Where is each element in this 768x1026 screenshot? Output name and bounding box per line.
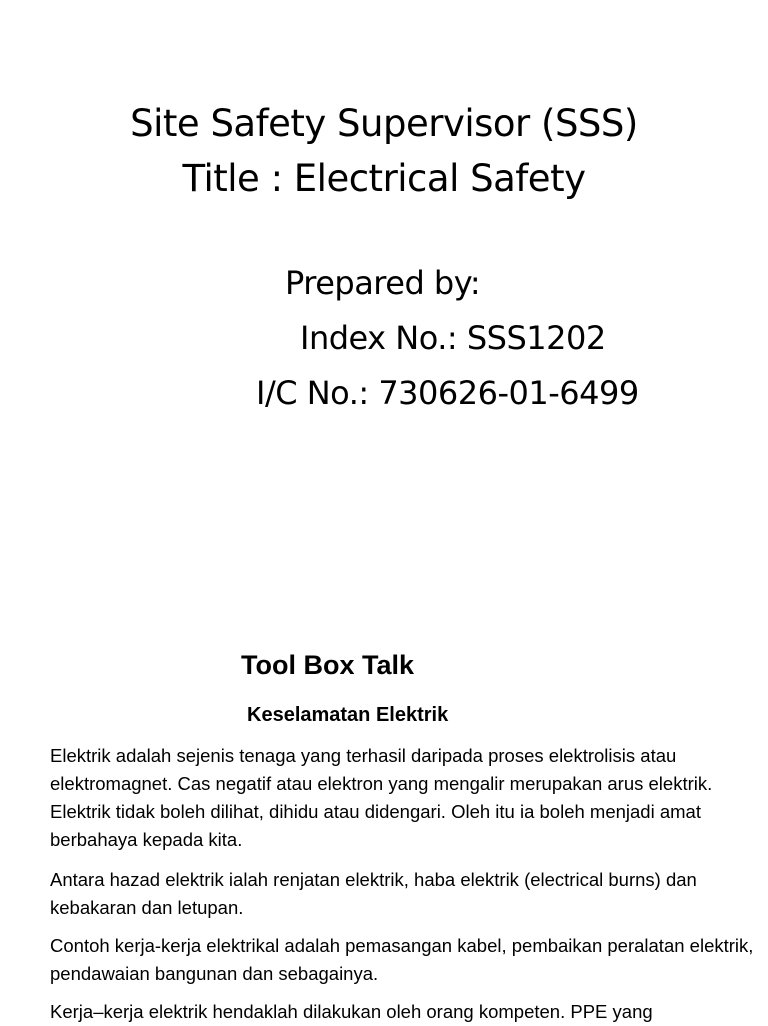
body-paragraph: Contoh kerja-kerja elektrikal adalah pemasangan kabel, pembaikan peralatan elektrik, pendawaian bangunan dan sebagainya. — [50, 935, 754, 984]
ic-number: I/C No.: 730626-01-6499 — [256, 374, 639, 412]
body-paragraph: Elektrik adalah sejenis tenaga yang terhasil daripada proses elektrolisis atau elektromagnet. Cas negatif atau elektron yang mengalir merupakan arus elektrik. Elektrik tidak boleh dilihat, dihidu atau didengari. Oleh itu ia boleh menjadi amat berbahaya kepada kita. — [50, 745, 713, 850]
cover-subtitle: Title : Electrical Safety — [182, 157, 586, 200]
prepared-by-label: Prepared by: — [285, 264, 481, 302]
document-heading: Tool Box Talk — [241, 650, 415, 680]
body-paragraph: Kerja–kerja elektrik hendaklah dilakukan oleh orang kompeten. PPE yang — [50, 1001, 653, 1022]
cover-title: Site Safety Supervisor (SSS) — [130, 102, 638, 145]
document-subheading: Keselamatan Elektrik — [247, 704, 449, 726]
body-paragraph: Antara hazad elektrik ialah renjatan elektrik, haba elektrik (electrical burns) dan kebakaran dan letupan. — [50, 869, 697, 918]
index-number: Index No.: SSS1202 — [300, 319, 606, 357]
